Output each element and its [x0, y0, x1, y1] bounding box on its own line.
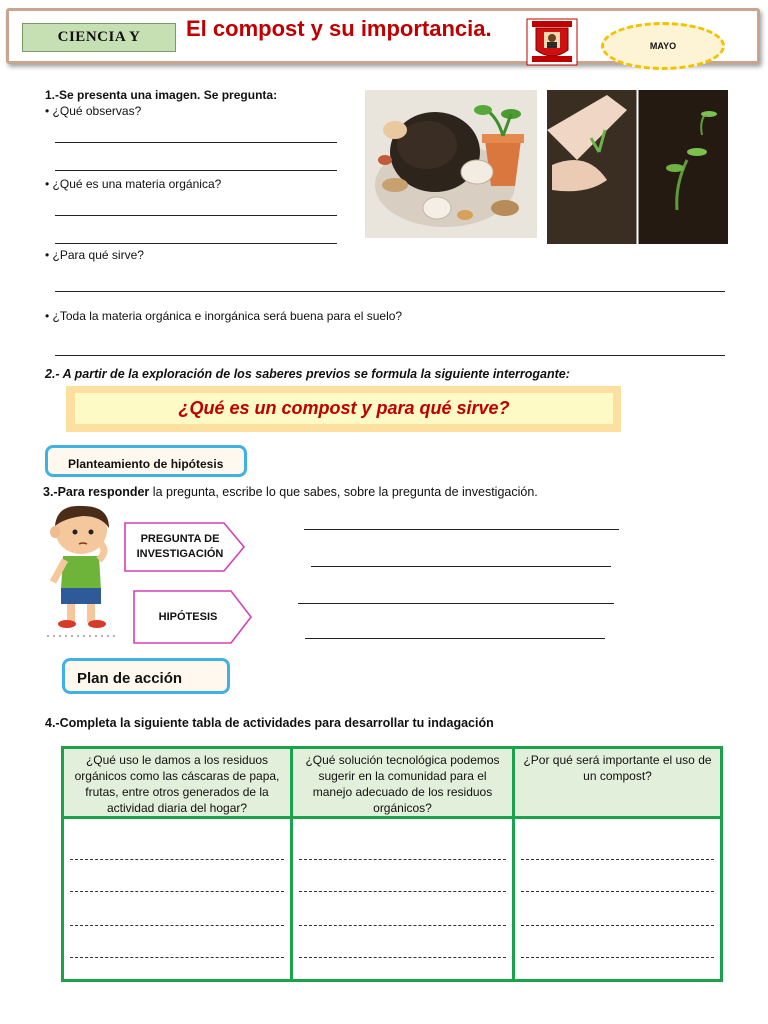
answer-line[interactable] — [70, 859, 284, 860]
section4-text: 4.-Completa la siguiente tabla de actividades para desarrollar tu indagación — [45, 716, 494, 730]
column-header: ¿Qué solución tecnológica podemos sugerir en la comunidad para el manejo adecuado de los residuos orgánicos? — [293, 749, 512, 819]
answer-line[interactable] — [70, 925, 284, 926]
answer-line[interactable] — [521, 859, 714, 860]
table-column — [293, 749, 515, 979]
section3-bold: Para responder — [57, 485, 150, 499]
column-header: ¿Qué uso le damos a los residuos orgánicos como las cáscaras de papa, frutas, entre otros generados de la actividad diaria del hogar? — [64, 749, 290, 819]
research-question: ¿Qué es un compost y para qué sirve? — [75, 393, 613, 424]
research-question-label — [128, 532, 232, 562]
page-title: El compost y su importancia. — [186, 16, 492, 41]
activities-table — [61, 746, 723, 982]
question-organic-matter: • ¿Qué es una materia orgánica? — [45, 177, 222, 191]
hypothesis-label: HIPÓTESIS — [158, 611, 218, 623]
answer-line[interactable] — [55, 243, 337, 244]
planting-photo — [547, 90, 728, 244]
section3-number: 3.- — [43, 485, 58, 499]
answer-line[interactable] — [299, 925, 506, 926]
answer-line[interactable] — [55, 215, 337, 216]
answer-line[interactable] — [55, 170, 337, 171]
answer-line[interactable] — [70, 891, 284, 892]
section3-rest: la pregunta, escribe lo que sabes, sobre la pregunta de investigación. — [149, 485, 538, 499]
answer-line[interactable] — [299, 891, 506, 892]
question-soil: • ¿Toda la materia orgánica e inorgánica será buena para el suelo? — [45, 309, 403, 323]
answer-line[interactable] — [55, 142, 337, 143]
month-badge: MAYO — [601, 22, 725, 70]
answer-line[interactable] — [521, 891, 714, 892]
hypothesis-heading: Planteamiento de hipótesis — [45, 445, 247, 477]
answer-line[interactable] — [299, 957, 506, 958]
thinking-boy-illustration — [43, 502, 121, 638]
answer-line[interactable] — [55, 291, 725, 292]
column-header: ¿Por qué será importante el uso de un compost? — [515, 749, 720, 819]
action-plan-heading: Plan de acción — [62, 658, 230, 694]
answer-line[interactable] — [304, 529, 619, 530]
research-question-label-line2: INVESTIGACIÓN — [136, 548, 224, 560]
school-crest-icon — [526, 18, 578, 66]
section1-intro: 1.-Se presenta una imagen. Se pregunta: — [45, 88, 278, 102]
answer-line[interactable] — [311, 566, 611, 567]
answer-line[interactable] — [298, 603, 614, 604]
research-question-label-line1: PREGUNTA DE — [140, 533, 220, 545]
section3-text — [43, 485, 538, 499]
compost-photo — [365, 90, 537, 238]
answer-line[interactable] — [299, 859, 506, 860]
subject-label: CIENCIA Y — [22, 23, 176, 52]
question-observe: • ¿Qué observas? — [45, 104, 142, 118]
question-purpose: • ¿Para qué sirve? — [45, 248, 144, 262]
table-column — [64, 749, 293, 979]
section2-text: 2.- A partir de la exploración de los saberes previos se formula la siguiente interrogante: — [45, 367, 570, 381]
table-column — [515, 749, 720, 979]
answer-line[interactable] — [70, 957, 284, 958]
answer-line[interactable] — [305, 638, 605, 639]
answer-line[interactable] — [55, 355, 725, 356]
answer-line[interactable] — [521, 957, 714, 958]
answer-line[interactable] — [521, 925, 714, 926]
